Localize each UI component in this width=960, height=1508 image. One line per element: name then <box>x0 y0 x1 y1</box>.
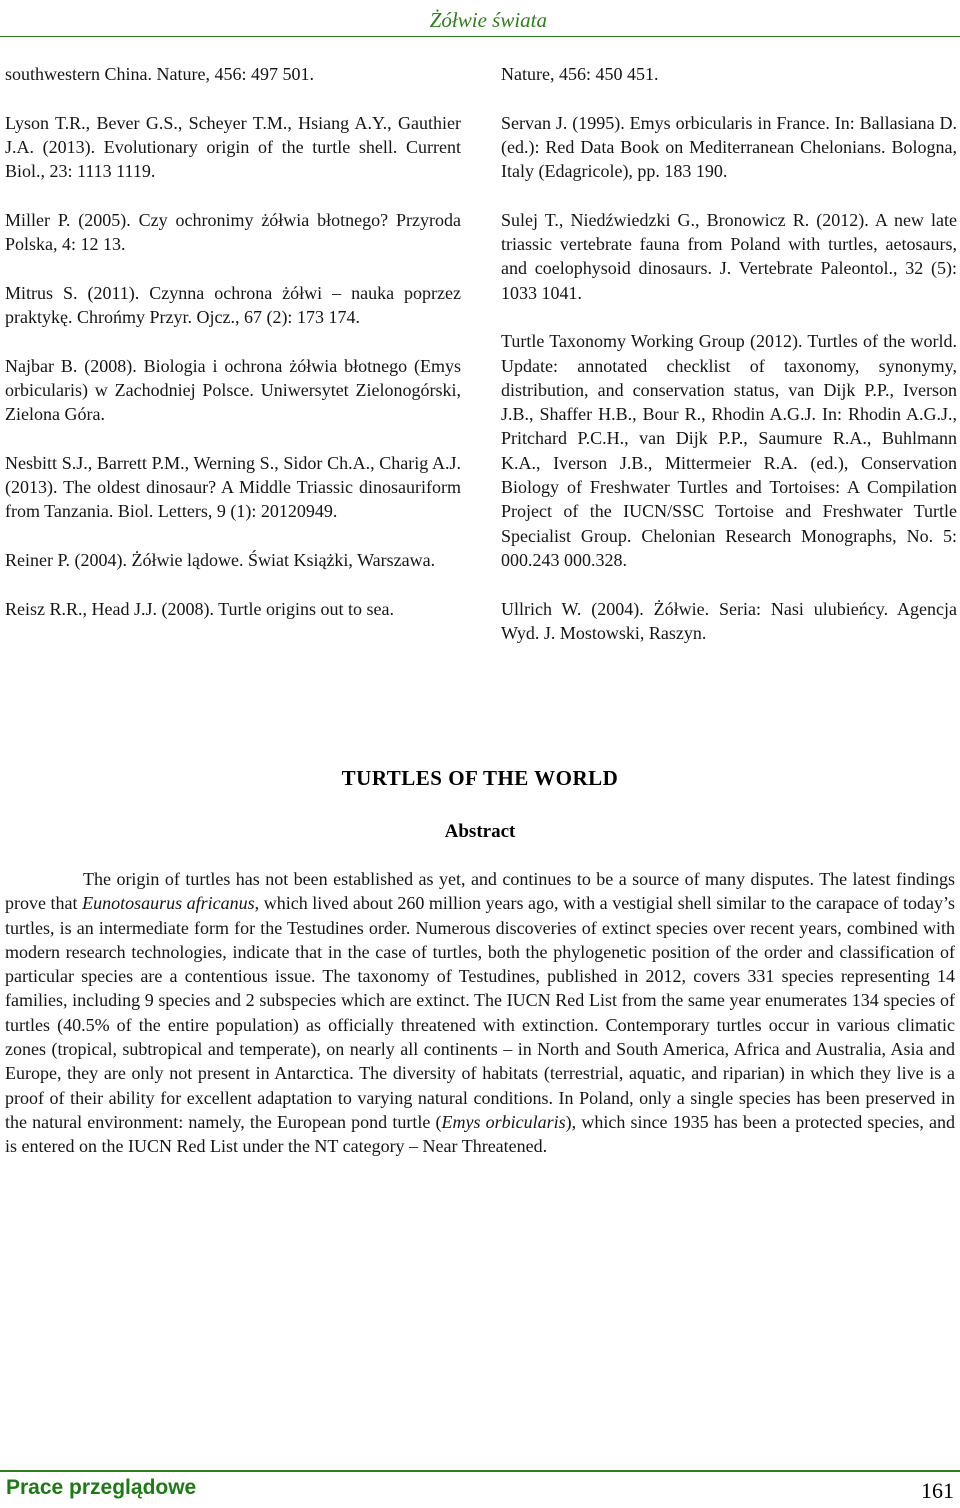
abstract-body <box>5 867 955 1159</box>
reference-item: Reisz R.R., Head J.J. (2008). Turtle origins out to sea. <box>5 598 394 619</box>
reference-item: Ullrich W. (2004). Żółwie. Seria: Nasi ulubieńcy. Agencja Wyd. J. Mostowski, Raszyn. <box>501 598 957 643</box>
running-header: Żółwie świata <box>429 8 547 32</box>
footer-rule <box>0 1470 960 1472</box>
reference-item: Najbar B. (2008). Biologia i ochrona żółwia błotnego (Emys orbicularis) w Zachodniej Polsce. Uniwersytet Zielonogórski, Zielona Góra. <box>5 355 461 425</box>
reference-item: southwestern China. Nature, 456: 497 501. <box>5 64 314 84</box>
reference-item: Mitrus S. (2011). Czynna ochrona żółwi – nauka poprzez praktykę. Chrońmy Przyr. Ojcz., 67 (2): 173 174. <box>5 282 461 327</box>
references-left-column <box>5 62 461 645</box>
reference-item: Miller P. (2005). Czy ochronimy żółwia błotnego? Przyroda Polska, 4: 12 13. <box>5 209 461 255</box>
footer-section-label: Prace przeglądowe <box>6 1476 197 1499</box>
reference-item: Servan J. (1995). Emys orbicularis in France. In: Ballasiana D. (ed.): Red Data Book on Mediterranean Chelonians. Bologna, Italy (Edagricole), pp. 183 190. <box>501 112 957 182</box>
reference-item: Reiner P. (2004). Żółwie lądowe. Świat Książki, Warszawa. <box>5 549 436 570</box>
abstract-section <box>5 766 955 1159</box>
abstract-text: ), which since 1935 has been a protected species, and is entered on the IUCN Red List under the NT category – Near Threatened. <box>5 1111 955 1157</box>
abstract-heading: Abstract <box>444 821 516 842</box>
species-name: Eunotosaurus africanus <box>82 893 255 914</box>
reference-item: Lyson T.R., Bever G.S., Scheyer T.M., Hsiang A.Y., Gauthier J.A. (2013). Evolutionary origin of the turtle shell. Current Biol., 23: 1113 1119. <box>5 112 461 182</box>
article-title: TURTLES OF THE WORLD <box>341 766 619 790</box>
reference-item: Nesbitt S.J., Barrett P.M., Werning S., Sidor Ch.A., Charig A.J. (2013). The oldest dinosaur? A Middle Triassic dinosauriform from Tanzania. Biol. Letters, 9 (1): 20120949. <box>5 452 461 522</box>
reference-item: Sulej T., Niedźwiedzki G., Bronowicz R. (2012). A new late triassic vertebrate fauna from Poland with turtles, aetosaurs, and coelophysoid dinosaurs. J. Vertebrate Paleontol., 32 (5): 1033 1041. <box>501 209 957 303</box>
references-right-column <box>501 62 957 669</box>
abstract-text: The origin of turtles has not been established as yet, and continues to be a source of many disputes. The latest findings prove that <box>5 869 955 914</box>
abstract-text: , which lived about 260 million years ago, with a vestigial shell similar to the carapace of today’s turtles, is an intermediate form for the Testudines order. Numerous discoveries of extinct species over recent years, combined with modern research technologies, indicate that in the case of turtles, both the phylogenetic position of the order and classification of particular species are a contentious issue. The taxonomy of Testudines, published in 2012, covers 331 species representing 14 families, including 9 species and 2 subspecies which are extinct. The IUCN Red List from the same year enumerates 134 species of turtles (40.5% of the entire population) as officially threatened with extinction. Contemporary turtles occur in various climatic zones (tropical, subtropical and temperate), on nearly all continents – in North and South America, Africa and Australia, Asia and Europe, they are only not present in Antarctica. The diversity of habitats (terrestrial, aquatic, and riparian) in which they live is a proof of their ability for excellent adaptation to varying natural conditions. In Poland, only a single species has been preserved in the natural environment: namely, the European pond turtle ( <box>5 893 955 1132</box>
reference-item: Nature, 456: 450 451. <box>501 64 659 84</box>
reference-item: Turtle Taxonomy Working Group (2012). Turtles of the world. Update: annotated checklist of taxonomy, synonymy, distribution, and conservation status, van Dijk P.P., Iverson J.B., Shaffer H.B., Bour R., Rhodin A.G.J. In: Rhodin A.G.J., Pritchard P.C.H., van Dijk P.P., Saumure R.A., Buhlmann K.A., Iverson J.B., Mittermeier R.A. (ed.), Conservation Biology of Freshwater Turtles and Tortoises: A Compilation Project of the IUCN/SSC Tortoise and Freshwater Turtle Specialist Group. Chelonian Research Monographs, No. 5: 000.243 000.328. <box>501 331 957 570</box>
species-name: Emys orbicularis <box>441 1111 566 1132</box>
header-rule <box>0 36 960 37</box>
page-number: 161 <box>921 1478 954 1503</box>
